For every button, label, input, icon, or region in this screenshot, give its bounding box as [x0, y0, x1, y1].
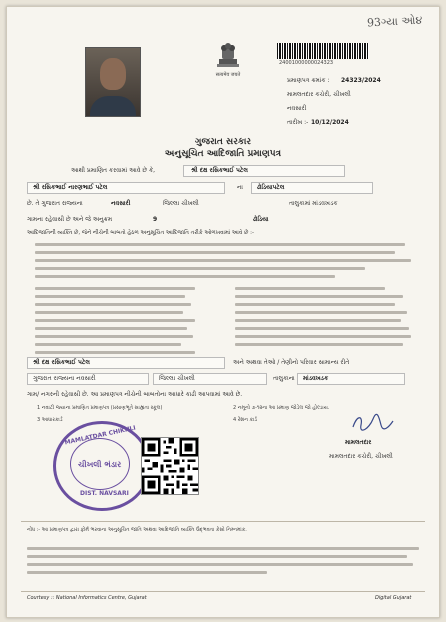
- cert-number-label: પ્રમાણપત્ર ક્રમાંક :: [287, 77, 330, 84]
- holder-name-2: શ્રી દક્ષ રસિકભાઈ પટેલ: [33, 359, 90, 366]
- statement-line: આદિજાતિની વ્યક્તિ છે, જેને નીચેની બાબતો હેઠળ અનુસૂચિત આદિજાતિ તરીકે ઓળખવામાં આવે છે :-: [27, 230, 254, 236]
- seal-top-text: MAMLATDAR CHIKHLI: [64, 424, 137, 447]
- ashoka-emblem-icon: [213, 41, 243, 81]
- date-label: તારીખ :-: [287, 119, 309, 126]
- holder-name: શ્રી દક્ષ રસિકભાઈ પટેલ: [191, 167, 248, 174]
- caste-value: ઢોડિયાપટેલ: [257, 184, 285, 191]
- footer-divider: [21, 521, 425, 522]
- doc-item-3: 3 આધારકાર્ડ: [37, 417, 63, 423]
- father-name: શ્રી રસિકભાઈ નારણભાઈ પટેલ: [33, 184, 108, 191]
- doc-item-2: 2 નમૂનો ૭-૧૨ના આ પ્રમાણ જોડેલ જો હોલ્ડાય.: [233, 405, 330, 411]
- taluka-text: તાલુકામાં માંડવખડક: [289, 200, 338, 207]
- state-text: છે. તે ગુજરાત રાજ્યના: [27, 200, 83, 207]
- seal-middle-text: ચીખલી ભંડાર: [78, 460, 122, 469]
- resident-text: ગામના રહેવાસી છે અને જે અનુક્રમ: [27, 216, 113, 223]
- doc-item-1: 1 નવાટી જ્યાના પ્રમાણિત પ્રમાણપત્ર (પ્રસાણભૂતે સાહ્યતા સ્કૂલ): [37, 405, 163, 411]
- certificate-title: અનુસૂચિત આદિજાતિ પ્રમાણપત્ર: [164, 149, 282, 159]
- cert-number-value: 24323/2024: [341, 77, 381, 84]
- address-village: માંડવખડક: [303, 375, 329, 382]
- district-value: નવસારી: [111, 200, 131, 207]
- resident-statement: ગામ/ નગરની રહેવાસી છે. આ પ્રમાણપત્ર નીચેની બાબતોના આધારે કાઢી આપવામાં આવે છે.: [27, 391, 243, 398]
- tribe-value: ઢોડિયા: [253, 216, 269, 223]
- officer-title: મામલતદાર: [345, 439, 372, 446]
- address-taluka: તાલુકાના: [273, 375, 295, 382]
- doc-item-4: 4 રેશન કાર્ડ: [233, 417, 258, 423]
- officer-signature: [349, 413, 395, 433]
- certificate-sheet: [6, 6, 440, 618]
- office-line: મામલતદાર કચેરી, ચીખલી: [287, 91, 351, 98]
- family-text: અને અથવા તેઓ / તેણીનો પરિવાર સામાન્ય રીતે: [233, 359, 350, 366]
- barcode: [277, 43, 369, 59]
- svg-text:सत्यमेव जयते: सत्यमेव जयते: [215, 72, 241, 78]
- footer-credit-right: Digital Gujarat: [375, 595, 412, 601]
- barcode-number: 24001000000024323: [279, 60, 334, 66]
- handwritten-note: 93ગ્યા ઓ૪: [366, 13, 423, 30]
- serial-number: 9: [153, 216, 158, 223]
- official-seal: [53, 421, 151, 511]
- footer-note: નોંધ :- આ પ્રમાણપત્ર દ્વારા ફોર્મ ભરવાના અનુસૂચિત જાતિ અથવા આદિજાતિ વ્યક્તિ ઉદ્ભવતા કેસો નિમ્નમાંક.: [27, 527, 247, 533]
- qr-code: [141, 437, 199, 495]
- date-value: 10/12/2024: [311, 119, 349, 126]
- officer-office: મામલતદાર કચેરી, ચીખલી: [329, 453, 393, 460]
- intro-text: આથી પ્રમાણિત કરવામાં આવે છે કે,: [71, 167, 156, 174]
- address-state: ગુજરાત રાજ્યના નવસારી: [33, 375, 96, 382]
- footer-bottom-rule: [21, 591, 425, 592]
- district-chikhli: જિલ્લા ચીખલી: [163, 200, 199, 207]
- government-title: ગુજરાત સરકાર: [194, 137, 252, 147]
- district-line: નવસારી: [287, 105, 307, 112]
- seal-bottom-text: DIST. NAVSARI: [80, 490, 129, 497]
- applicant-photo: [85, 47, 141, 117]
- footer-credit-left: Courtesy :: National Informatics Centre, Gujarat: [27, 595, 147, 601]
- na-text: ના: [237, 184, 243, 191]
- address-district: જિલ્લા ચીખલી: [159, 375, 195, 382]
